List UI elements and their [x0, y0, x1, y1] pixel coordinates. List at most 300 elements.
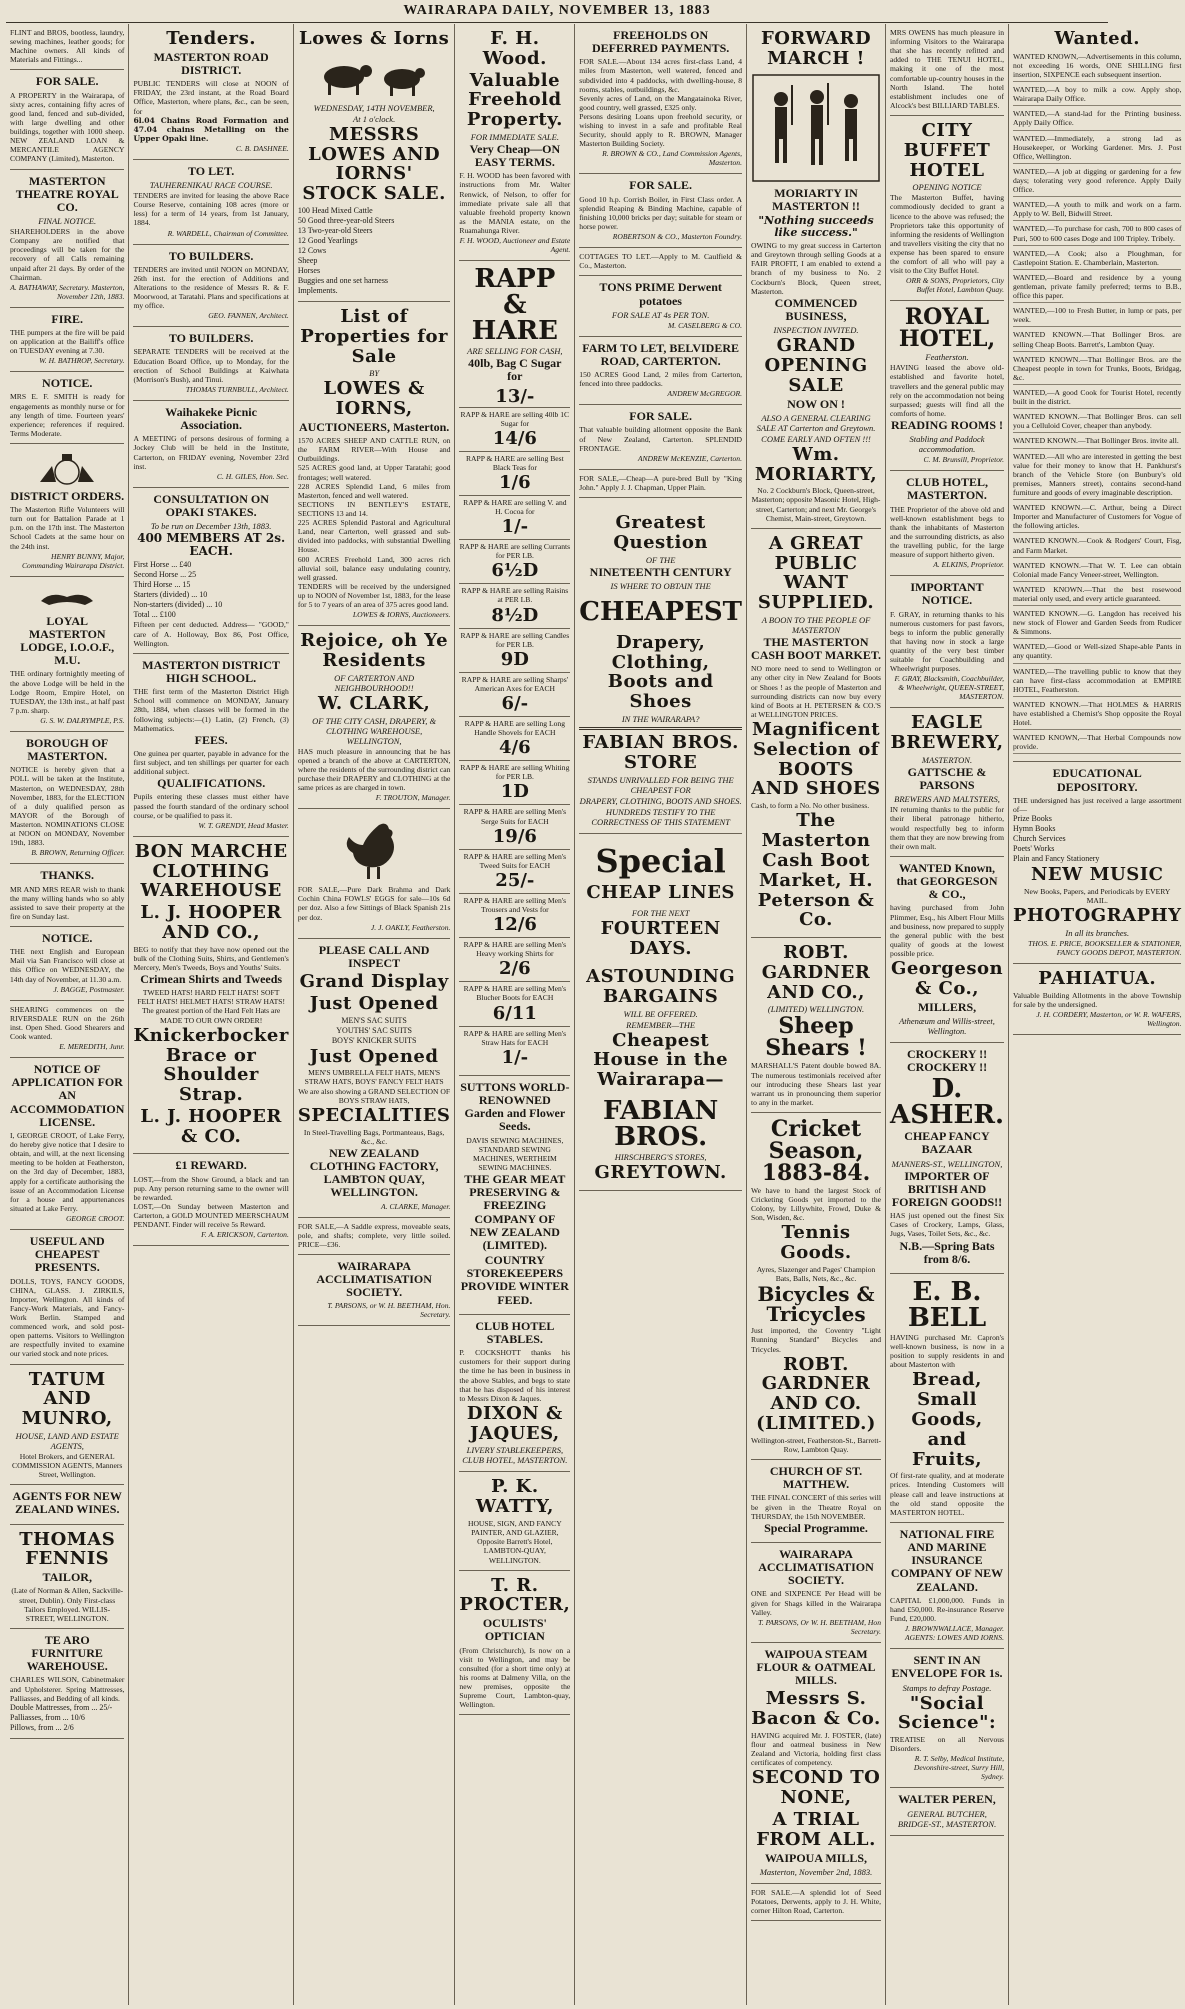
ad-text: MRS E. F. SMITH is ready for engagements as monthly nurse or for any length of time. Fourteen years' experience; references if required. Terms Moderate. — [10, 392, 125, 438]
wanted-ad: WANTED.—All who are interested in getting the best value for their money to know that H. Pankhurst's branch of the Vehicle Store (on Bunbury's old premises, Manners street), contains second-hand furniture and goods of every imaginable description. — [1013, 451, 1181, 501]
ad-reward — [133, 1154, 288, 1246]
ad-heading: WAIPOUA STEAM FLOUR & OATMEAL MILLS. — [756, 1646, 876, 1688]
ad-nz-wines — [10, 1485, 124, 1524]
price-value: 8½D — [491, 604, 539, 626]
ad-heading: MESSRS LOWES AND IORNS' STOCK SALE. — [302, 123, 446, 205]
rapp-item — [459, 451, 570, 495]
ad-text: We have to hand the largest Stock of Cricketing Goods yet imported to the Colony, by Lillywhite, Frowd, Duke & Son, Wisden, &c. — [751, 1186, 882, 1223]
list-item: YOUTHS' SAC SUITS — [336, 1025, 412, 1035]
price-row: Pillows, from ... 2/6 — [10, 1722, 74, 1732]
ad-signature: THOS. E. PRICE, BOOKSELLER & STATIONER, FANCY GOODS DEPOT, MASTERTON. — [1028, 938, 1182, 957]
price-row: Palliasses, from ... 10/6 — [10, 1712, 85, 1722]
ad-subheading: FEES. — [194, 732, 228, 747]
ad-caption: MORIARTY IN MASTERTON !! — [772, 185, 860, 213]
price-value: 12/6 — [492, 914, 537, 936]
ad-subheading: FOR IMMEDIATE SALE. — [470, 131, 559, 142]
ad-text: 1570 ACRES SHEEP AND CATTLE RUN, on the FARM RIVER—With House and Outbuildings. — [297, 436, 451, 464]
rapp-item — [459, 495, 570, 539]
ad-gardner-shears — [751, 938, 881, 1113]
ad-text: THE ordinary fortnightly meeting of the above Lodge will be held in the Lodge Room, Empire Hotel, on TUESDAY, the 13th inst., at half past 7 p.m. sharp. — [10, 669, 125, 715]
ad-important-notice — [890, 576, 1004, 708]
ad-tatum-munro — [10, 1365, 124, 1486]
ad-heading: ROYAL HOTEL, — [898, 304, 996, 353]
rapp-item — [459, 716, 570, 760]
ad-text: SEPARATE TENDERS will be received at the Education Board Office, up to Monday, for the erection of School Buildings at Kaiwhata (Morrison's Bush), and Tinui. — [133, 347, 289, 384]
ad-text: LOST,—On Sunday between Masterton and Carterton, a GOLD MOUNTED MEERSCHAUM PENDANT. Finder will receive 5s Reward. — [133, 1202, 289, 1230]
ad-subheading: MASTERTON. — [921, 754, 973, 765]
ad-subheading: TAUHERENIKAU RACE COURSE. — [149, 180, 273, 191]
ad-text: MEN'S UMBRELLA FELT HATS, MEN'S STRAW HATS, BOYS' FANCY FELT HATS — [304, 1068, 444, 1087]
list-item: Non-starters (divided) ... 10 — [133, 600, 223, 610]
marching-soldiers-illustration-icon — [751, 73, 881, 183]
ad-rejoice — [298, 626, 451, 809]
ad-subheading: WEDNESDAY, 14TH NOVEMBER, — [313, 102, 435, 113]
list-item: Hymn Books — [1013, 824, 1056, 834]
price-tag — [459, 870, 570, 891]
ad-heading: BOROUGH OF MASTERTON. — [26, 736, 109, 764]
ad-property-list — [298, 302, 451, 626]
rapp-item-text: RAPP & HARE are selling Men's Serge Suits for EACH — [463, 807, 567, 826]
ad-heading: MASTERTON THEATRE ROYAL CO. — [15, 173, 119, 214]
ad-heading: Magnificent Selection of BOOTS AND SHOES — [751, 719, 881, 800]
ad-builders-2 — [133, 327, 288, 401]
ad-subheading: Stabling and Paddock accommodation. — [909, 434, 985, 455]
ad-heading: RAPP & HARE — [471, 264, 558, 347]
list-item: 12 Cows — [297, 245, 327, 255]
ad-text: HOUSE, SIGN, AND FANCY PAINTER, AND GLAZIER, Opposite Barrett's Hotel, LAMBTON-QUAY, WELLINGTON. — [467, 1519, 562, 1565]
ad-heading: TE ARO FURNITURE WAREHOUSE. — [26, 1632, 108, 1674]
ad-heading: LOYAL MASTERTON LODGE, I.O.O.F., M.U. — [20, 613, 115, 668]
ad-heading: "Social Science": — [897, 1692, 997, 1734]
ad-text: FOR SALE,—Pure Dark Brahma and Dark Cochin China FOWLS' EGGS for sale—10s 6d per doz. Also a few Sittings of Black Spanish 21s per doz. — [297, 885, 451, 922]
ad-text: TENDERS are invited for leasing the above Race Course Reserve, containing 108 acres (more or less) for a term of 14 years, from 1st January, 1884. — [133, 191, 289, 228]
list-item: 50 Good three-year-old Steers — [297, 215, 395, 225]
ad-subheading: Stamps to defray Postage. — [902, 1682, 992, 1693]
ad-text: Just imported, the Coventry "Light Running Standard" Bicycles and Tricycles. — [751, 1326, 882, 1354]
ad-text: Hotel Brokers, and GENERAL COMMISSION AGENTS, Manners Street, Wellington. — [12, 1451, 123, 1480]
ad-subheading: MANNERS-ST., WELLINGTON, — [891, 1158, 1003, 1169]
rapp-item-text: RAPP & HARE are selling Best Black Teas for — [465, 453, 564, 472]
ad-text: CHARLES WILSON, Cabinetmaker and Upholsterer. Spring Mattresses, Palliasses, and Bedding of all kinds. — [10, 1675, 125, 1703]
list-item: BOYS' KNICKER SUITS — [331, 1035, 417, 1045]
ad-heading: The Masterton Cash Boot Market, H. Peterson & Co. — [757, 810, 875, 931]
ad-subheading: A BOON TO THE PEOPLE OF MASTERTON — [761, 614, 871, 635]
price-tag — [459, 560, 570, 581]
ad-text: FOR SALE.—A splendid lot of Seed Potatoes, Derwents, apply to J. H. White, corner Hilton Road, Carterton. — [751, 1887, 882, 1915]
ad-subheading: Masterton, November 2nd, 1883. — [759, 1866, 873, 1877]
ad-signature: ROBERTSON & CO., Masterton Foundry. — [612, 232, 743, 242]
ad-text: 228 ACRES Splendid Land, 6 miles from Masterton, fenced and well watered. — [297, 481, 451, 500]
ad-heading: MASTERTON ROAD DISTRICT. — [153, 49, 269, 77]
ad-text: SHEARING commences on the RIVERSDALE RUN on the 26th inst. Open Shed. Good Shearers and Cook wanted. — [10, 1004, 125, 1041]
ad-text: THE first term of the Masterton District High School will commence on MONDAY, January 28th, 1884, when classes will be formed in the following subjects:—(1) Latin, (2) French, (3) Mathematics. — [133, 687, 289, 733]
ad-heading: NOTICE. — [42, 930, 93, 945]
ad-subheading: OF CARTERTON AND NEIGHBOURHOOD!! — [334, 672, 415, 693]
ad-subheading: IMPORTER OF BRITISH AND FOREIGN GOODS!! — [891, 1168, 1003, 1210]
price-value: 25/- — [495, 869, 535, 891]
ad-subheading: DRAPERY, CLOTHING, BOOTS AND SHOES. — [579, 795, 742, 806]
ad-heading: GREYTOWN. — [594, 1161, 727, 1183]
ad-signature: F. H. WOOD, Auctioneer and Estate Agent. — [459, 236, 571, 255]
wanted-ad: WANTED,—A boy to milk a cow. Apply shop, Wairarapa Daily Office. — [1013, 84, 1181, 106]
ad-text: COTTAGES TO LET.—Apply to M. Caulfield & Co., Masterton. — [579, 252, 743, 271]
ad-special — [579, 834, 742, 1191]
column-8 — [1008, 24, 1185, 2005]
ad-text: 600 ACRES Freehold Land, 300 acres rich alluvial soil, balance easy undulating country, well grassed. — [297, 554, 451, 582]
ad-text: One guinea per quarter, payable in advance for the first subject, and ten shillings per quarter for each additional subject. — [133, 748, 289, 777]
ad-text: (From Christchurch), Is now on a visit to Wellington, and may be consulted (for a short time only) at his rooms at Dalmeny Villa, on the new premises, opposite the Supreme Court, Lambton-quay, Wellington. — [459, 1645, 571, 1710]
ad-heading: MASTERTON DISTRICT HIGH SCHOOL. — [142, 657, 280, 685]
royal-crest-icon — [32, 452, 102, 486]
rapp-item-text: RAPP & HARE are selling Whiting for PER LB. — [460, 763, 570, 782]
ad-subheading: OF THE CITY CASH, DRAPERY, & CLOTHING WAREHOUSE, WELLINGTON, — [312, 715, 437, 746]
ad-text: THE pumpers at the fire will be paid on application at the Bailiff's office on TUESDAY evening at 7.30. — [10, 327, 125, 356]
ad-waipoua-mills — [751, 1643, 881, 1884]
ad-subheading: BY — [369, 368, 380, 379]
ad-heading: GATTSCHE & PARSONS — [907, 764, 987, 793]
ad-signature: C. B. DASHNEE. — [235, 143, 289, 153]
ad-text: Wellington-street, Featherston-St., Barrett-Row, Lambton Quay. — [751, 1435, 881, 1454]
ad-freehold — [459, 24, 570, 261]
price-tag — [459, 1003, 570, 1024]
ad-peren — [890, 1788, 1004, 1835]
ad-subheading: IN THE WAIRARAPA? — [621, 713, 700, 724]
ad-signature: T. PARSONS, Or W. H. BEETHAM, Hon Secretary. — [758, 1617, 882, 1636]
rapp-item-text: RAPP & HARE are selling Men's Heavy working Shirts for — [463, 940, 567, 959]
rapp-item-text: RAPP & HARE are selling Currants for PER LB. — [459, 542, 571, 561]
ad-text: Fifteen per cent deducted. Address— "GOOD," care of A. Holloway, Box 86, Post Office, Wellington. — [133, 620, 289, 648]
list-item: Second Horse ... 25 — [133, 570, 197, 580]
rapp-item-text: RAPP & HARE are selling Men's Tweed Suits for EACH — [463, 851, 567, 870]
ad-text: ONE and SIXPENCE Per Head will be given for Shags killed in the Wairarapa Valley. — [751, 1589, 882, 1617]
ad-text: That valuable building allotment opposite the Bank of New Zealand, Carterton. SPLENDID FRONTAGE. — [579, 425, 743, 453]
ad-signature: F. TROUTON, Manager. — [375, 793, 451, 803]
ad-heading: THANKS. — [40, 868, 95, 883]
ad-boiler — [579, 174, 742, 248]
ad-subheading: Featherston. — [925, 352, 969, 363]
ad-text: SECTIONS IN BENTLEY'S ESTATE, SECTIONS 13 and 14. — [297, 499, 451, 519]
ad-subheading: AUCTIONEERS, Masterton. — [298, 419, 450, 434]
ad-text: OWING to my great success in Carterton and Greytown through selling Goods at a FAIR PROFIT, I am enabled to extend a branch of my business to No. 2 Cockburn's Block, Queen street, Masterton. — [751, 241, 882, 296]
ad-subheading: LIVERY STABLEKEEPERS, CLUB HOTEL, MASTERTON. — [462, 1445, 568, 1466]
ad-thanks — [10, 864, 124, 927]
ad-heading: Very Cheap—ON EASY TERMS. — [469, 141, 561, 170]
ad-picnic — [133, 401, 288, 488]
list-item: 100 Head Mixed Cattle — [297, 205, 373, 215]
ad-mail-notice — [10, 927, 124, 1001]
wanted-ad: WANTED KNOWN.—That W. T. Lee can obtain Colonial made Fancy Veneer-street, Wellington. — [1013, 560, 1181, 582]
ad-signature: GEORGE CROOT. — [65, 1213, 125, 1223]
ad-national-insurance — [890, 1523, 1004, 1649]
ad-heading: PLEASE CALL AND INSPECT — [318, 942, 430, 970]
ad-heading: Valuable Freehold Property. — [466, 69, 563, 131]
ad-royal-hotel — [890, 301, 1004, 471]
ad-heading: Bicycles & Tricycles — [757, 1282, 875, 1327]
ad-signature: R. BROWN & CO., Land Commission Agents, Masterton. — [602, 149, 743, 168]
price-tag — [459, 693, 570, 714]
ad-cricket — [751, 1113, 881, 1460]
ad-eagle-brewery — [890, 708, 1004, 857]
wanted-ad: WANTED,—To purchase for cash, 700 to 800 cases of Puri, 500 to 600 cases Doge and 100 Tripley. Tribely. — [1013, 223, 1181, 245]
ad-heading: A GREAT PUBLIC WANT SUPPLIED. — [757, 532, 875, 614]
ad-subheading: MILLERS, — [917, 999, 977, 1014]
ad-greatest-question — [579, 498, 742, 834]
ad-signature: ORR & SONS, Proprietors, City Buffet Hotel, Lambton Quay. — [905, 276, 1004, 295]
ad-heading: CROCKERY !! CROCKERY !! — [906, 1046, 988, 1075]
ad-heading: Special — [595, 841, 726, 880]
ad-heading: COMMENCED BUSINESS, — [774, 295, 858, 323]
ad-subheading: GENERAL BUTCHER, BRIDGE-ST., MASTERTON. — [897, 1808, 997, 1829]
ad-text: FLINT and BROS, bootless, laundry, sewing machines, leather goods; for Machine owners. All kinds of Materials and Fittings... — [10, 28, 125, 65]
ad-text: Ayres, Slazenger and Pages' Champion Bats, Balls, Nets, &c., &c. — [756, 1265, 876, 1284]
ad-heading: Cheapest House in the Wairarapa— — [593, 1029, 729, 1091]
ad-text: In Steel-Travelling Bags, Portmanteaus, Bags, &c., &c. — [303, 1127, 445, 1146]
ad-subheading: IS WHERE TO OBTAIN THE — [610, 580, 711, 591]
ad-text: FOR SALE,—Cheap—A pure-bred Bull by "King John." Apply J. J. Chapman, Upper Plain. — [579, 473, 743, 492]
ad-heading: USEFUL AND CHEAPEST PRESENTS. — [29, 1233, 105, 1275]
ad-text: HAS just opened out the finest Six Cases of Crockery, Lamps, Glass, Jugs, Vases, Toilet Sets, &c., &c. — [890, 1211, 1004, 1239]
ad-subheading: COME EARLY AND OFTEN !!! — [761, 433, 871, 444]
ad-heading: WAIRARAPA ACCLIMATISATION SOCIETY. — [316, 1258, 432, 1300]
ad-heading: WAIRARAPA ACCLIMATISATION SOCIETY. — [758, 1546, 874, 1588]
ad-text: P. COCKSHOTT thanks his customers for their support during the time he has been in business in the above Stables, and begs to state that he has disposed of his interest to Messrs Dixon & Jaques. — [459, 1348, 571, 1403]
ad-text: DAVIS SEWING MACHINES, STANDARD SEWING MACHINES, WERTHEIM SEWING MACHINES. — [466, 1135, 564, 1172]
ad-license — [10, 1058, 124, 1230]
ad-signature: C. M. Brunsill, Proprietor. — [923, 455, 1004, 465]
ad-tenui-hotel — [890, 24, 1004, 116]
section-heading-tenders: Tenders. — [166, 28, 257, 49]
ad-heading: Just Opened — [309, 992, 439, 1014]
ad-text: THE next English and European Mail via San Francisco will close at this Office on WEDNESDAY, the 14th day of November, at 11.30 a.m. — [10, 947, 125, 984]
ad-oddfellows-lodge — [10, 577, 124, 732]
ad-allotment — [579, 405, 742, 470]
ad-subheading: HUNDREDS TESTIFY TO THE CORRECTNESS OF THIS STATEMENT — [591, 806, 730, 827]
rapp-item-text: RAPP & HARE are selling Long Handle Shovels for EACH — [464, 719, 566, 738]
ad-asher — [890, 1043, 1004, 1274]
ad-heading: L. J. HOOPER AND CO., — [140, 902, 282, 943]
ad-subheading: QUALIFICATIONS. — [157, 776, 266, 791]
ad-text: 150 ACRES Good Land, 2 miles from Carterton, fenced into three paddocks. — [579, 370, 743, 389]
ad-heading: Georgeson & Co., — [890, 958, 1004, 999]
ad-farm-to-let — [579, 337, 742, 406]
ad-shags — [751, 1543, 881, 1643]
column-3 — [293, 24, 455, 2005]
list-item: First Horse ... £40 — [133, 560, 192, 570]
ad-signature: M. CASELBERG & CO. — [667, 320, 743, 330]
wanted-ad: WANTED KNOWN.—C. Arthur, being a Direct Importer and Manufacturer of Customers for Vogue of the following articles. — [1013, 502, 1181, 533]
ad-heading: E. B. BELL — [907, 1276, 987, 1333]
ad-text: The greatest portion of the Hard Felt Hats are MADE TO OUR OWN ORDER! — [141, 1006, 281, 1025]
section-heading-lowes-iorns: Lowes & Iorns — [299, 28, 450, 49]
wanted-list — [1013, 51, 1181, 755]
wanted-ad: WANTED KNOWN.—That Bollinger Bros. are the Cheapest people in town for Trunks, Boots, Bridgag, &c. — [1013, 354, 1181, 385]
price-tag — [459, 386, 570, 407]
ad-text: TREATISE on all Nervous Disorders. — [890, 1735, 1004, 1754]
ad-heading: CLUB HOTEL, MASTERTON. — [905, 475, 989, 503]
ad-bell — [890, 1274, 1004, 1523]
ad-heading: CHEAP FANCY BAZAAR — [904, 1129, 990, 1157]
books-list — [1013, 814, 1181, 864]
ad-heading: GRAND OPENING SALE — [764, 335, 868, 396]
ad-educational-depository — [1013, 762, 1181, 963]
ad-text: Sevenly acres of Land, on the Mangatainoka River, good country, well grassed, £325 only. — [579, 93, 743, 112]
ad-subheading: ARE SELLING FOR CASH, — [467, 346, 563, 357]
ad-text: Pupils entering these classes must either have passed the fourth standard of the ordinary school course, or be qualified to pass it. — [133, 792, 289, 820]
column-7 — [885, 24, 1008, 2005]
ad-heading: SPECIALITIES — [297, 1104, 451, 1126]
price-value: 9D — [500, 648, 529, 670]
ad-text: NOTICE is hereby given that a POLL will be taken at the Institute, Masterton, on WEDNESDAY, 28th November, 1883, for the ELECTION of a duly qualified person as MAYOR of the Borough of Masterton. NOMINATIONS CLOSE at NOON on MONDAY, November 19th, 1883. — [10, 765, 125, 848]
rapp-item-text: RAPP & HARE are selling Raisins at PER LB. — [461, 586, 569, 605]
ad-signature: A. CLARKE, Manager. — [381, 1201, 451, 1211]
ad-heading: SECOND TO NONE, — [751, 1767, 881, 1809]
wanted-ad: WANTED KNOWN.—That the best rosewood material only used, and every article guaranteed. — [1013, 584, 1181, 606]
ad-signature: A. BATHAWAY, Secretary. Masterton, November 12th, 1883. — [10, 282, 125, 301]
ad-signature: HENRY BUNNY, Major, Commanding Wairarapa District. — [21, 551, 125, 570]
ad-subheading: BREWERS AND MALTSTERS, — [894, 794, 1000, 805]
ad-presents — [10, 1230, 124, 1365]
handshake-icon — [37, 585, 97, 611]
price-value: 1/6 — [499, 471, 531, 493]
ad-heading: Grand Display — [299, 970, 449, 992]
wanted-ad: WANTED,—The travelling public to know that they can have first-class accommodation at EMPIRE HOTEL, Featherston. — [1013, 666, 1181, 697]
ad-text: I, GEORGE CROOT, of Lake Ferry, do hereby give notice that I desire to obtain, and will, at the next licensing meeting to be holden at Featherston, on the 3rd day of December, 1883, apply for a certificate authorising the issue of an Accommodation License for a house and appurtenances situated at Lake Ferry. — [10, 1130, 125, 1213]
ad-heading: Messrs S. Bacon & Co. — [751, 1688, 881, 1730]
ad-heading: EDUCATIONAL DEPOSITORY. — [1052, 766, 1142, 794]
ad-signature: GEO. FANNEN, Architect. — [208, 311, 289, 321]
ad-heading: Sheep Shears ! — [765, 1013, 867, 1062]
rapp-item-text: RAPP & HARE are selling Men's Trousers and Vests for — [463, 895, 567, 915]
price-value: 1/- — [501, 1046, 529, 1068]
ad-text: CAPITAL £1,000,000. Funds in hand £50,000. Re-insurance Reserve Fund, £20,000. — [890, 1595, 1004, 1624]
ad-signature: J. BROWNWALLACE, Manager. AGENTS: LOWES AND IORNS. — [904, 1624, 1004, 1643]
price-tag — [459, 605, 570, 626]
list-item: Third Horse ... 15 — [133, 580, 191, 590]
ad-heading: EAGLE BREWERY, — [890, 712, 1004, 754]
ad-text: having purchased from John Plimmer, Esq., his Albert Flour Mills and business, now prepared to supply the general public with the best quality of goods at the lowest possible price. — [890, 903, 1004, 958]
section-heading-wood: F. H. Wood. — [482, 28, 547, 69]
ad-text: PUBLIC TENDERS will close at NOON of FRIDAY, the 23rd instant, at the Road Board Office, Masterton, where plans, &c., can be seen, for — [133, 79, 289, 116]
ad-heading: IMPORTANT NOTICE. — [910, 580, 984, 608]
ad-heading: DISTRICT ORDERS. — [10, 488, 125, 503]
ad-text: THE Proprietor of the above old and well-known establishment begs to thank the inhabitants of Masterton and the surrounding districts, as also the travelling public, for the large measure of support hitherto given. — [890, 504, 1004, 560]
ad-heading: Tennis Goods. — [780, 1222, 852, 1264]
ad-subheading: INSPECTION INVITED. — [773, 325, 859, 336]
ad-road-tenders — [133, 24, 288, 160]
ad-church-concert — [751, 1460, 881, 1543]
ad-heading: TONS PRIME Derwent potatoes — [599, 280, 722, 308]
ad-club-hotel — [890, 471, 1004, 576]
ad-city-buffet — [890, 116, 1004, 301]
ad-text: HAS much pleasure in announcing that he has opened a branch of the above at CARTERTON, where the residents of the surrounding district can purchase their DRAPERY and CLOTHING at the same prices as are charged in town. — [297, 746, 451, 793]
ad-signature: W. T. GRENDY, Head Master. — [198, 820, 289, 830]
list-item: 13 Two-year-old Steers — [297, 225, 373, 235]
ad-heading: ROBT. GARDNER AND CO., — [761, 942, 871, 1003]
ad-heading: FABIAN BROS. STORE — [582, 731, 739, 773]
ad-heading: Rejoice, oh Ye Residents — [300, 630, 449, 672]
wanted-ad: WANTED KNOWN.—That HOLMES & HARRIS have established a Chemist's Shop opposite the Royal Hotel. — [1013, 699, 1181, 730]
ad-cottages — [579, 248, 742, 276]
price-value: 4/6 — [499, 737, 531, 759]
rapp-item — [459, 893, 570, 937]
ad-signature: F. GRAY, Blacksmith, Coachbuilder, & Wheelwright, QUEEN-STREET, MASTERTON. — [894, 674, 1004, 702]
ad-text: HAVING acquired Mr. J. FOSTER, (late) flour and oatmeal business in New Zealand and Victoria, holding first class certificates of competency. — [751, 1730, 882, 1768]
ad-social-science — [890, 1649, 1004, 1788]
rooster-icon — [339, 817, 409, 881]
ad-text: MARSHALL'S Patent double bowed 8A. The numerous testimonials received after our introducing these Shears last year warrant us in pronouncing them superior to any in the market. — [751, 1061, 882, 1107]
suit-list — [298, 1016, 451, 1046]
ad-heading: CHEAPEST — [579, 596, 743, 627]
wanted-ad: WANTED KNOWN.—That Bollinger Bros. are selling Cheap Boots. Barrett's, Lambton Quay. — [1013, 329, 1181, 351]
ad-builders-1 — [133, 245, 288, 328]
ad-signature: G. S. W. DALRYMPLE, P.S. — [40, 716, 125, 725]
price-value: 2/6 — [499, 958, 531, 980]
ad-heading: TO BUILDERS. — [168, 331, 254, 346]
ad-heading: NOTICE OF APPLICATION FOR AN ACCOMMODATION LICENSE. — [10, 1062, 125, 1129]
ad-text: (Late of Norman & Allen, Sackville-street, Dublin). Only First-class Tailors Employed. WILLIS-STREET, WELLINGTON. — [11, 1586, 124, 1623]
ad-signature: J. BAGGE, Postmaster. — [53, 984, 125, 994]
wanted-ad: WANTED KNOWN.—G. Langdon has received his new stock of Flower and Garden Seeds from Rudicer & Simmons. — [1013, 608, 1181, 639]
ad-text: 525 ACRES good land, at Upper Taratahi; good frontages; well watered. — [297, 463, 451, 482]
ad-heading: DIXON & JAQUES, — [466, 1402, 563, 1444]
ad-text: We are also showing a GRAND SELECTION OF BOYS STRAW HATS, — [298, 1086, 451, 1105]
ad-fire — [10, 308, 124, 373]
price-value: 6½D — [491, 560, 539, 582]
ad-please-call — [298, 939, 451, 1218]
list-item: MEN'S SAC SUITS — [341, 1015, 407, 1025]
ad-signature: C. H. GILES, Hon. Sec. — [216, 471, 289, 481]
ad-text: BEG to notify that they have now opened out the bulk of the Clothing Suits, Shirts, and Gentlemen's Mercery, Men's Tweeds, Boys and Youths' Suits. — [133, 944, 289, 972]
ad-subheading: FINAL NOTICE. — [38, 216, 97, 227]
wanted-ad: WANTED,—A Cook; also a Ploughman, for Castlepoint Station. E. Chamberlain, Masterton. — [1013, 248, 1181, 270]
ad-heading: LOWES & IORNS, — [323, 378, 425, 420]
wanted-ad: WANTED,—Good or Well-sized Shape-able Pants in any quantity. — [1013, 641, 1181, 663]
ad-text: 225 ACRES Splendid Pastoral and Agricultural Land, near Carterton, well grassed and sub-divided into paddocks, with substantial Dwelling House. — [297, 518, 451, 555]
rapp-item — [459, 628, 570, 672]
ad-heading: TO LET. — [188, 163, 235, 178]
ad-text: Persons desiring Loans upon freehold security, or wishing to invest in a safe and profitable Real Security, should apply to R. BROWN, Manager Masterton Building Society. — [579, 112, 743, 149]
price-tag — [459, 826, 570, 847]
price-row: Double Mattresses, from ... 25/- — [10, 1702, 113, 1712]
ad-heading: SENT IN AN ENVELOPE FOR 1s. — [891, 1653, 1003, 1681]
ad-heading: CONSULTATION ON OPAKI STAKES. — [153, 491, 269, 519]
ad-heading: 40lb, Bag C Sugar for — [468, 356, 562, 384]
ad-text: HAVING leased the above old-established and favorite hotel, travellers and the general public may rely on the accommodation not being surpassed; guests will find all the comforts of home. — [890, 363, 1004, 418]
ad-signature: ANDREW McKENZIE, Carterton. — [637, 453, 743, 463]
column-6 — [746, 24, 885, 2005]
ad-subheading: WILL BE OFFERED. — [623, 1008, 698, 1019]
list-item: Horses — [297, 265, 321, 275]
ad-signature: E. MEREDITH, Junr. — [59, 1042, 125, 1052]
ad-subheading: REMEMBER—THE — [626, 1019, 696, 1030]
ad-heading: NINETEENTH CENTURY — [589, 564, 732, 579]
ad-subheading: To be run on December 13th, 1883. — [150, 521, 272, 532]
ad-subheading: In all its branches. — [1065, 927, 1130, 938]
ad-heading: THOMAS FENNIS — [19, 1528, 116, 1570]
ad-text: A MEETING of persons desirous of forming a Jockey Club will be held in the Institute, Carterton, on FRIDAY evening, November 23rd inst. — [133, 434, 289, 471]
ad-text: MRS OWENS has much pleasure in informing Visitors to the Wairarapa that she has recently refitted and added to THE TENUI HOTEL, making it one of the most comfortable up-country houses in the North Island. The hotel establishment includes one of Alcock's best BILLIARD TABLES. — [890, 28, 1004, 110]
ad-text: NO more need to send to Wellington or any other city in New Zealand for Boots or Shoes ! as the people of Masterton and surrounding districts can now buy every kind of Boots at H. PETERSEN & CO.'S at WELLINGTON PRICES. — [751, 664, 882, 719]
ad-heading: FOR SALE. — [35, 74, 99, 89]
rapp-item — [459, 849, 570, 893]
list-item: Total ... £100 — [133, 610, 176, 620]
ad-subheading: FOR SALE AT 4s PER TON. — [611, 309, 710, 320]
ad-subheading: HOUSE, LAND AND ESTATE AGENTS, — [15, 1430, 119, 1451]
ad-heading: Cricket Season, 1883-84. — [761, 1116, 871, 1187]
ad-text: THE FINAL CONCERT of this series will be given in the Theatre Royal on THURSDAY, the 15th NOVEMBER. — [751, 1493, 882, 1521]
ad-text: F. H. WOOD has been favored with instructions from Mr. Walter Renwick, of Nelson, to offer for immediate private sale all that valuable freehold property known as the MANIA estate, on the Ruamahunga River. — [459, 171, 571, 236]
ad-heading: BON MARCHE CLOTHING WAREHOUSE — [134, 840, 288, 902]
